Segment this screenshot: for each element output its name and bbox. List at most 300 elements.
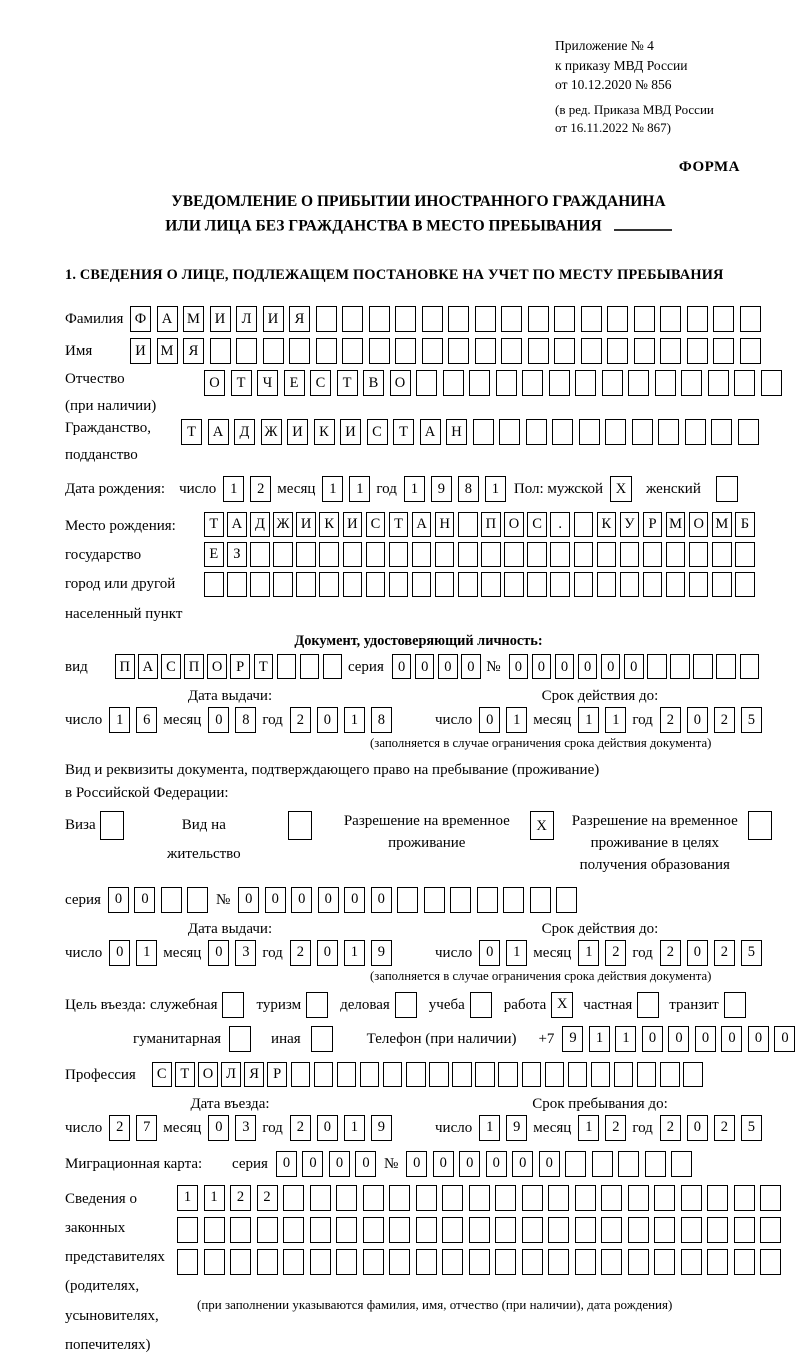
form-cell[interactable]	[734, 1217, 755, 1243]
form-cell[interactable]	[395, 992, 417, 1018]
form-cell[interactable]: И	[130, 338, 151, 364]
form-cell[interactable]: 0	[317, 1115, 338, 1141]
form-cell[interactable]: 0	[208, 1115, 229, 1141]
form-cell[interactable]	[522, 1249, 543, 1275]
form-cell[interactable]: Т	[254, 654, 274, 679]
form-cell[interactable]	[602, 370, 623, 396]
form-cell[interactable]	[452, 1062, 472, 1087]
form-cell[interactable]: 2	[660, 707, 681, 733]
form-cell[interactable]: А	[227, 512, 247, 537]
form-cell[interactable]: А	[420, 419, 441, 445]
form-cell[interactable]: Н	[446, 419, 467, 445]
form-cell[interactable]	[734, 1249, 755, 1275]
form-cell[interactable]: 1	[578, 940, 599, 966]
form-cell[interactable]	[363, 1185, 384, 1211]
form-cell[interactable]	[552, 419, 573, 445]
form-cell[interactable]	[681, 1185, 702, 1211]
form-cell[interactable]: Н	[435, 512, 455, 537]
form-cell[interactable]	[277, 654, 297, 679]
form-cell[interactable]	[204, 1249, 225, 1275]
form-cell[interactable]: 0	[721, 1026, 742, 1052]
form-cell[interactable]	[187, 887, 208, 913]
form-cell[interactable]	[597, 572, 617, 597]
form-cell[interactable]	[306, 992, 328, 1018]
form-cell[interactable]	[177, 1217, 198, 1243]
form-cell[interactable]	[670, 654, 690, 679]
form-cell[interactable]: Т	[175, 1062, 195, 1087]
form-cell[interactable]	[522, 1062, 542, 1087]
form-cell[interactable]	[647, 654, 667, 679]
form-cell[interactable]: 0	[668, 1026, 689, 1052]
form-cell[interactable]	[363, 1217, 384, 1243]
form-cell[interactable]	[740, 306, 761, 332]
form-cell[interactable]	[527, 572, 547, 597]
form-cell[interactable]: 0	[687, 940, 708, 966]
form-cell[interactable]: 6	[136, 707, 157, 733]
form-cell[interactable]: 0	[291, 887, 312, 913]
form-cell[interactable]	[389, 1217, 410, 1243]
form-cell[interactable]: Р	[643, 512, 663, 537]
form-cell[interactable]	[389, 1185, 410, 1211]
form-cell[interactable]: 0	[134, 887, 155, 913]
form-cell[interactable]: X	[530, 811, 554, 840]
form-cell[interactable]	[227, 572, 247, 597]
form-cell[interactable]: 1	[578, 1115, 599, 1141]
form-cell[interactable]	[501, 338, 522, 364]
form-cell[interactable]	[469, 1249, 490, 1275]
form-cell[interactable]	[689, 542, 709, 567]
form-cell[interactable]: X	[551, 992, 573, 1018]
form-cell[interactable]: М	[157, 338, 178, 364]
form-cell[interactable]	[273, 572, 293, 597]
form-cell[interactable]	[628, 1249, 649, 1275]
form-cell[interactable]: 0	[479, 707, 500, 733]
form-cell[interactable]	[342, 306, 363, 332]
form-cell[interactable]	[257, 1217, 278, 1243]
form-cell[interactable]: Е	[284, 370, 305, 396]
form-cell[interactable]	[458, 572, 478, 597]
form-cell[interactable]: З	[227, 542, 247, 567]
form-cell[interactable]	[369, 338, 390, 364]
form-cell[interactable]	[654, 1217, 675, 1243]
form-cell[interactable]	[229, 1026, 251, 1052]
form-cell[interactable]	[389, 1249, 410, 1275]
form-cell[interactable]	[481, 542, 501, 567]
form-cell[interactable]	[637, 992, 659, 1018]
form-cell[interactable]	[740, 654, 760, 679]
form-cell[interactable]	[469, 370, 490, 396]
form-cell[interactable]: 0	[774, 1026, 795, 1052]
form-cell[interactable]	[481, 572, 501, 597]
form-cell[interactable]: 0	[371, 887, 392, 913]
form-cell[interactable]	[424, 887, 445, 913]
form-cell[interactable]	[666, 572, 686, 597]
form-cell[interactable]	[712, 572, 732, 597]
form-cell[interactable]: 1	[322, 476, 343, 502]
form-cell[interactable]	[230, 1249, 251, 1275]
form-cell[interactable]	[687, 306, 708, 332]
form-cell[interactable]: 0	[344, 887, 365, 913]
form-cell[interactable]	[336, 1217, 357, 1243]
form-cell[interactable]	[458, 512, 478, 537]
form-cell[interactable]: С	[367, 419, 388, 445]
form-cell[interactable]: Т	[181, 419, 202, 445]
form-cell[interactable]: И	[263, 306, 284, 332]
form-cell[interactable]: 0	[479, 940, 500, 966]
form-cell[interactable]	[422, 338, 443, 364]
form-cell[interactable]	[760, 1185, 781, 1211]
form-cell[interactable]	[522, 1217, 543, 1243]
form-cell[interactable]: 9	[431, 476, 452, 502]
form-cell[interactable]: 0	[687, 1115, 708, 1141]
form-cell[interactable]	[713, 338, 734, 364]
form-cell[interactable]	[713, 306, 734, 332]
form-cell[interactable]	[592, 1151, 613, 1177]
form-cell[interactable]: 2	[290, 1115, 311, 1141]
form-cell[interactable]	[748, 811, 772, 840]
form-cell[interactable]: А	[208, 419, 229, 445]
form-cell[interactable]	[342, 338, 363, 364]
form-cell[interactable]	[416, 370, 437, 396]
form-cell[interactable]	[581, 338, 602, 364]
form-cell[interactable]: 5	[741, 707, 762, 733]
form-cell[interactable]: Р	[267, 1062, 287, 1087]
form-cell[interactable]	[734, 1185, 755, 1211]
form-cell[interactable]	[161, 887, 182, 913]
form-cell[interactable]	[442, 1185, 463, 1211]
form-cell[interactable]	[530, 887, 551, 913]
form-cell[interactable]: К	[314, 419, 335, 445]
form-cell[interactable]: М	[712, 512, 732, 537]
form-cell[interactable]	[296, 572, 316, 597]
form-cell[interactable]	[230, 1217, 251, 1243]
form-cell[interactable]	[628, 1217, 649, 1243]
form-cell[interactable]	[660, 306, 681, 332]
form-cell[interactable]: 2	[230, 1185, 251, 1211]
form-cell[interactable]: 0	[459, 1151, 480, 1177]
form-cell[interactable]	[605, 419, 626, 445]
form-cell[interactable]	[545, 1062, 565, 1087]
form-cell[interactable]: 0	[532, 654, 552, 679]
form-cell[interactable]: 9	[506, 1115, 527, 1141]
form-cell[interactable]: 0	[392, 654, 412, 679]
form-cell[interactable]: 5	[741, 940, 762, 966]
form-cell[interactable]: Д	[234, 419, 255, 445]
form-cell[interactable]	[681, 1249, 702, 1275]
form-cell[interactable]: 1	[479, 1115, 500, 1141]
form-cell[interactable]	[429, 1062, 449, 1087]
form-cell[interactable]	[495, 1249, 516, 1275]
form-cell[interactable]: 1	[344, 1115, 365, 1141]
form-cell[interactable]: 0	[461, 654, 481, 679]
form-cell[interactable]	[495, 1185, 516, 1211]
form-cell[interactable]	[336, 1249, 357, 1275]
form-cell[interactable]	[526, 419, 547, 445]
form-cell[interactable]	[442, 1217, 463, 1243]
form-cell[interactable]: Т	[393, 419, 414, 445]
form-cell[interactable]	[738, 419, 759, 445]
form-cell[interactable]	[685, 419, 706, 445]
form-cell[interactable]	[337, 1062, 357, 1087]
form-cell[interactable]: И	[340, 419, 361, 445]
form-cell[interactable]	[504, 572, 524, 597]
form-cell[interactable]: 1	[589, 1026, 610, 1052]
form-cell[interactable]	[442, 1249, 463, 1275]
form-cell[interactable]: 1	[506, 707, 527, 733]
form-cell[interactable]: 1	[506, 940, 527, 966]
form-cell[interactable]: 0	[329, 1151, 350, 1177]
form-cell[interactable]: 5	[741, 1115, 762, 1141]
form-cell[interactable]: О	[689, 512, 709, 537]
form-cell[interactable]	[504, 542, 524, 567]
form-cell[interactable]	[683, 1062, 703, 1087]
form-cell[interactable]: Ф	[130, 306, 151, 332]
form-cell[interactable]	[681, 1217, 702, 1243]
form-cell[interactable]	[435, 542, 455, 567]
form-cell[interactable]: Т	[337, 370, 358, 396]
form-cell[interactable]: 0	[108, 887, 129, 913]
form-cell[interactable]: Л	[221, 1062, 241, 1087]
form-cell[interactable]	[416, 1217, 437, 1243]
form-cell[interactable]	[319, 572, 339, 597]
form-cell[interactable]	[574, 512, 594, 537]
form-cell[interactable]: 2	[290, 707, 311, 733]
form-cell[interactable]	[575, 1249, 596, 1275]
form-cell[interactable]: 0	[208, 707, 229, 733]
form-cell[interactable]	[601, 1217, 622, 1243]
form-cell[interactable]: А	[138, 654, 158, 679]
form-cell[interactable]: 0	[109, 940, 130, 966]
form-cell[interactable]: П	[184, 654, 204, 679]
form-cell[interactable]	[273, 542, 293, 567]
form-cell[interactable]	[643, 572, 663, 597]
form-cell[interactable]	[222, 992, 244, 1018]
form-cell[interactable]	[503, 887, 524, 913]
form-cell[interactable]: 0	[433, 1151, 454, 1177]
form-cell[interactable]: Е	[204, 542, 224, 567]
form-cell[interactable]	[236, 338, 257, 364]
form-cell[interactable]	[210, 338, 231, 364]
form-cell[interactable]	[283, 1217, 304, 1243]
form-cell[interactable]	[671, 1151, 692, 1177]
form-cell[interactable]	[323, 654, 343, 679]
form-cell[interactable]: 3	[235, 1115, 256, 1141]
form-cell[interactable]	[283, 1185, 304, 1211]
form-cell[interactable]	[204, 572, 224, 597]
form-cell[interactable]: О	[207, 654, 227, 679]
form-cell[interactable]: С	[310, 370, 331, 396]
form-cell[interactable]	[291, 1062, 311, 1087]
form-cell[interactable]	[740, 338, 761, 364]
form-cell[interactable]	[475, 338, 496, 364]
form-cell[interactable]	[473, 419, 494, 445]
form-cell[interactable]	[314, 1062, 334, 1087]
form-cell[interactable]: П	[481, 512, 501, 537]
form-cell[interactable]: И	[210, 306, 231, 332]
form-cell[interactable]	[319, 542, 339, 567]
form-cell[interactable]: Л	[236, 306, 257, 332]
form-cell[interactable]	[581, 306, 602, 332]
form-cell[interactable]	[735, 572, 755, 597]
form-cell[interactable]	[412, 542, 432, 567]
form-cell[interactable]: 1	[177, 1185, 198, 1211]
form-cell[interactable]: 1	[349, 476, 370, 502]
form-cell[interactable]	[435, 572, 455, 597]
form-cell[interactable]: Р	[230, 654, 250, 679]
form-cell[interactable]	[283, 1249, 304, 1275]
form-cell[interactable]	[310, 1185, 331, 1211]
form-cell[interactable]: 0	[276, 1151, 297, 1177]
form-cell[interactable]	[618, 1151, 639, 1177]
form-cell[interactable]	[548, 1217, 569, 1243]
form-cell[interactable]: 9	[371, 940, 392, 966]
form-cell[interactable]	[556, 887, 577, 913]
form-cell[interactable]: У	[620, 512, 640, 537]
form-cell[interactable]	[257, 1249, 278, 1275]
form-cell[interactable]: 0	[438, 654, 458, 679]
form-cell[interactable]	[554, 338, 575, 364]
form-cell[interactable]	[660, 338, 681, 364]
form-cell[interactable]: 8	[371, 707, 392, 733]
form-cell[interactable]	[501, 306, 522, 332]
form-cell[interactable]: 2	[714, 1115, 735, 1141]
form-cell[interactable]	[522, 1185, 543, 1211]
form-cell[interactable]	[383, 1062, 403, 1087]
form-cell[interactable]	[450, 887, 471, 913]
form-cell[interactable]: 0	[415, 654, 435, 679]
form-cell[interactable]	[724, 992, 746, 1018]
form-cell[interactable]: Ж	[261, 419, 282, 445]
form-cell[interactable]	[614, 1062, 634, 1087]
form-cell[interactable]: Я	[183, 338, 204, 364]
form-cell[interactable]: И	[287, 419, 308, 445]
form-cell[interactable]	[761, 370, 782, 396]
form-cell[interactable]	[554, 306, 575, 332]
form-cell[interactable]	[687, 338, 708, 364]
form-cell[interactable]: С	[527, 512, 547, 537]
form-cell[interactable]	[397, 887, 418, 913]
form-cell[interactable]	[406, 1062, 426, 1087]
form-cell[interactable]: 1	[404, 476, 425, 502]
form-cell[interactable]: 0	[355, 1151, 376, 1177]
form-cell[interactable]	[689, 572, 709, 597]
form-cell[interactable]	[395, 338, 416, 364]
form-cell[interactable]: 1	[204, 1185, 225, 1211]
form-cell[interactable]: 0	[317, 940, 338, 966]
form-cell[interactable]	[575, 370, 596, 396]
form-cell[interactable]	[716, 654, 736, 679]
form-cell[interactable]	[575, 1217, 596, 1243]
form-cell[interactable]: 3	[235, 940, 256, 966]
form-cell[interactable]	[498, 1062, 518, 1087]
form-cell[interactable]	[620, 572, 640, 597]
form-cell[interactable]	[654, 1249, 675, 1275]
form-cell[interactable]	[360, 1062, 380, 1087]
form-cell[interactable]: 0	[539, 1151, 560, 1177]
form-cell[interactable]	[574, 542, 594, 567]
form-cell[interactable]	[550, 572, 570, 597]
form-cell[interactable]: 0	[406, 1151, 427, 1177]
form-cell[interactable]	[469, 1217, 490, 1243]
form-cell[interactable]	[250, 572, 270, 597]
form-cell[interactable]: 0	[208, 940, 229, 966]
form-cell[interactable]: 2	[605, 940, 626, 966]
form-cell[interactable]	[300, 654, 320, 679]
form-cell[interactable]: 1	[615, 1026, 636, 1052]
form-cell[interactable]	[495, 1217, 516, 1243]
form-cell[interactable]	[458, 542, 478, 567]
form-cell[interactable]	[707, 1249, 728, 1275]
form-cell[interactable]	[628, 370, 649, 396]
form-cell[interactable]: А	[412, 512, 432, 537]
form-cell[interactable]: М	[666, 512, 686, 537]
form-cell[interactable]	[716, 476, 738, 502]
form-cell[interactable]	[100, 811, 124, 840]
form-cell[interactable]: 0	[624, 654, 644, 679]
form-cell[interactable]: 0	[486, 1151, 507, 1177]
form-cell[interactable]	[607, 338, 628, 364]
form-cell[interactable]: 1	[344, 940, 365, 966]
form-cell[interactable]	[548, 1185, 569, 1211]
form-cell[interactable]: .	[550, 512, 570, 537]
form-cell[interactable]: 0	[265, 887, 286, 913]
form-cell[interactable]	[734, 370, 755, 396]
form-cell[interactable]: 0	[687, 707, 708, 733]
form-cell[interactable]	[637, 1062, 657, 1087]
form-cell[interactable]	[416, 1249, 437, 1275]
form-cell[interactable]: 0	[509, 654, 529, 679]
form-cell[interactable]	[579, 419, 600, 445]
form-cell[interactable]	[475, 306, 496, 332]
form-cell[interactable]	[316, 306, 337, 332]
form-cell[interactable]	[310, 1217, 331, 1243]
form-cell[interactable]	[177, 1249, 198, 1275]
form-cell[interactable]	[522, 370, 543, 396]
form-cell[interactable]: 1	[605, 707, 626, 733]
form-cell[interactable]	[336, 1185, 357, 1211]
form-cell[interactable]	[528, 306, 549, 332]
form-cell[interactable]: Т	[204, 512, 224, 537]
form-cell[interactable]	[568, 1062, 588, 1087]
form-cell[interactable]	[707, 1185, 728, 1211]
form-cell[interactable]: С	[161, 654, 181, 679]
form-cell[interactable]: Я	[244, 1062, 264, 1087]
form-cell[interactable]: 1	[109, 707, 130, 733]
form-cell[interactable]	[708, 370, 729, 396]
form-cell[interactable]	[655, 370, 676, 396]
form-cell[interactable]: 2	[660, 940, 681, 966]
form-cell[interactable]	[343, 542, 363, 567]
form-cell[interactable]: 2	[109, 1115, 130, 1141]
form-cell[interactable]	[416, 1185, 437, 1211]
form-cell[interactable]: 2	[660, 1115, 681, 1141]
form-cell[interactable]: 0	[578, 654, 598, 679]
form-cell[interactable]	[477, 887, 498, 913]
form-cell[interactable]	[607, 306, 628, 332]
form-cell[interactable]	[658, 419, 679, 445]
form-cell[interactable]: И	[343, 512, 363, 537]
form-cell[interactable]	[389, 572, 409, 597]
form-cell[interactable]	[448, 338, 469, 364]
form-cell[interactable]	[597, 542, 617, 567]
form-cell[interactable]	[289, 338, 310, 364]
form-cell[interactable]: И	[296, 512, 316, 537]
form-cell[interactable]: Ж	[273, 512, 293, 537]
form-cell[interactable]: 1	[344, 707, 365, 733]
form-cell[interactable]: 9	[562, 1026, 583, 1052]
form-cell[interactable]	[565, 1151, 586, 1177]
form-cell[interactable]: 8	[458, 476, 479, 502]
